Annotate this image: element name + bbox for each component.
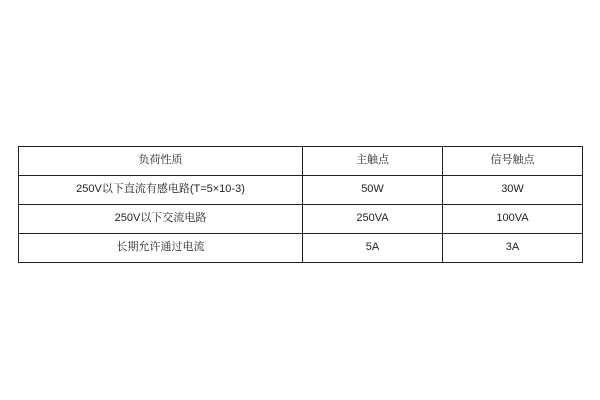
specification-table — [18, 146, 583, 263]
header-cell-main-contact: 主触点 — [303, 147, 443, 176]
table-row — [19, 205, 583, 234]
header-cell-load-nature: 负荷性质 — [19, 147, 303, 176]
cell-signal-contact: 3A — [443, 234, 583, 263]
cell-main-contact: 50W — [303, 176, 443, 205]
table-row — [19, 234, 583, 263]
table-row — [19, 176, 583, 205]
cell-load-nature: 250V以下直流有感电路(T=5×10-3) — [19, 176, 303, 205]
cell-load-nature: 长期允许通过电流 — [19, 234, 303, 263]
cell-main-contact: 250VA — [303, 205, 443, 234]
cell-load-nature: 250V以下交流电路 — [19, 205, 303, 234]
header-cell-signal-contact: 信号触点 — [443, 147, 583, 176]
cell-signal-contact: 100VA — [443, 205, 583, 234]
cell-signal-contact: 30W — [443, 176, 583, 205]
cell-main-contact: 5A — [303, 234, 443, 263]
spec-table-container — [18, 146, 582, 263]
table-header-row — [19, 147, 583, 176]
